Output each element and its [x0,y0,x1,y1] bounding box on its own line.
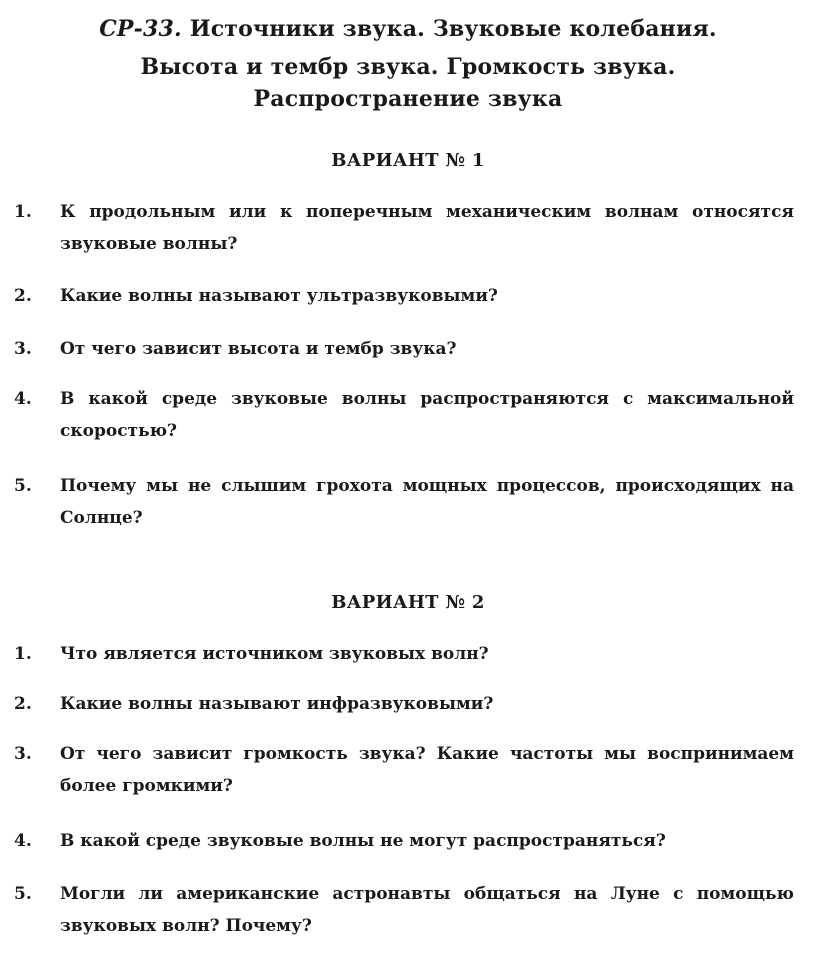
question-text: К продольным или к поперечным механическим волнам относятся звуковые волны? [60,202,794,254]
question-number: 2. [14,694,32,714]
question-number: 5. [14,476,32,496]
variant-2-question-2 [14,688,794,720]
worksheet-code: СР-33. [99,16,182,42]
question-text: Почему мы не слышим грохота мощных процессов, происходящих на Солнце? [60,476,794,528]
worksheet-title-line-3: Распространение звука [253,86,563,112]
worksheet-title-line-1 [70,10,746,48]
question-number: 5. [14,884,32,904]
variant-2-question-1 [14,638,794,670]
question-text: От чего зависит громкость звука? Какие частоты мы воспринимаем более громкими? [60,744,794,796]
variant-2-question-4 [14,825,794,857]
variant-1-heading: ВАРИАНТ № 1 [331,150,485,171]
variant-2-question-5 [14,878,794,942]
question-text: Могли ли американские астронавты общаться на Луне с помощью звуковых волн? Почему? [60,884,794,936]
variant-2-question-3 [14,738,794,802]
question-text: Что является источником звуковых волн? [60,644,489,664]
variant-1-question-1 [14,196,794,260]
question-number: 3. [14,744,32,764]
question-number: 1. [14,202,32,222]
question-text: От чего зависит высота и тембр звука? [60,339,457,359]
variant-1-question-5 [14,470,794,534]
question-number: 3. [14,339,32,359]
question-text: В какой среде звуковые волны распространяются с максимальной скоростью? [60,389,794,441]
worksheet-title-line-2: Высота и тембр звука. Громкость звука. [140,54,676,80]
variant-2-heading: ВАРИАНТ № 2 [331,592,485,613]
question-number: 4. [14,831,32,851]
worksheet-title-topic: Источники звука. Звуковые колебания. [181,16,717,42]
question-number: 4. [14,389,32,409]
variant-1-question-2 [14,280,794,312]
question-text: Какие волны называют инфразвуковыми? [60,694,494,714]
variant-1-question-4 [14,383,794,447]
question-text: В какой среде звуковые волны не могут распространяться? [60,831,666,851]
variant-1-question-3 [14,333,794,365]
question-text: Какие волны называют ультразвуковыми? [60,286,498,306]
question-number: 2. [14,286,32,306]
question-number: 1. [14,644,32,664]
